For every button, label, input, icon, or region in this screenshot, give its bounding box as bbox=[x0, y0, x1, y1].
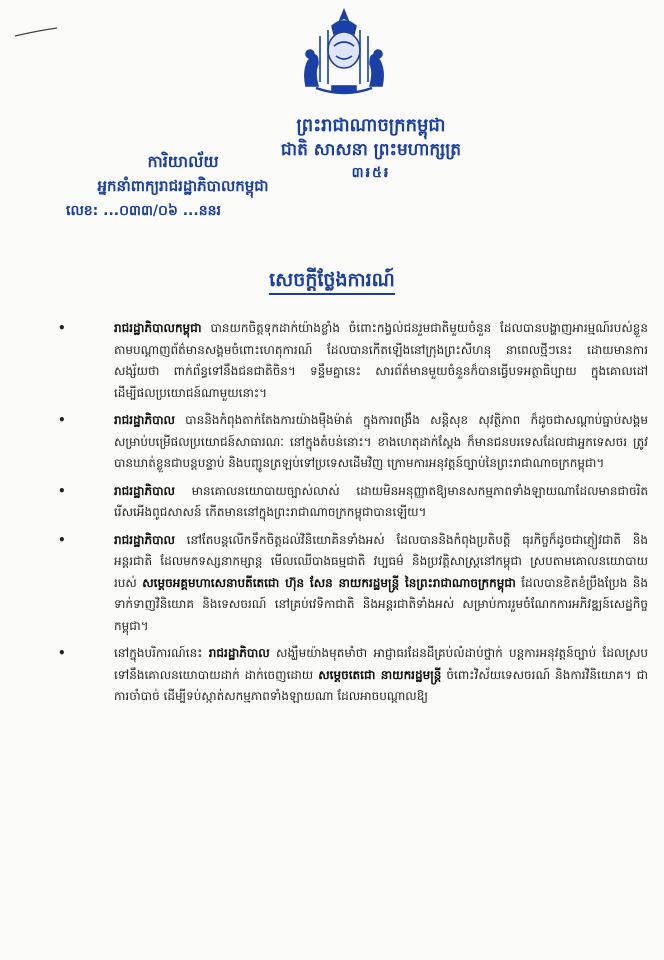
paragraph-text-continued: ចំពោះវិស័យទេសចរណ៍ និងការវិនិយោគ។ ជាការចាំបាច់ ដើម្បីទប់ស្កាត់សកម្មភាពទាំងឡាយណា ដែលអាចបណ្ដាលឱ្យ bbox=[114, 667, 648, 703]
paragraph-lead: រាជរដ្ឋាភិបាល bbox=[114, 483, 175, 498]
reference-number: លេខ: ...០៣៣/០៦ ...ននរ bbox=[66, 203, 221, 219]
paragraph-text-continued: ដែលបានខិតខំប្រឹងប្រែង និងទាក់ទាញវិនិយោគ និងទេសចរណ៍ នៅគ្រប់វេទិកាជាតិ និងអន្តរជាតិទាំងអស់ សម្រាប់ការរួមចំណែកការអភិវឌ្ឍន៍សេដ្ឋកិច្ចកម្ពុជា។ bbox=[114, 575, 649, 633]
paragraph bbox=[58, 318, 648, 404]
bullet: • bbox=[58, 413, 66, 427]
bullet: • bbox=[58, 646, 66, 660]
paragraph-lead: រាជរដ្ឋាភិបាលកម្ពុជា bbox=[114, 321, 202, 335]
paragraph-emphasis: សម្ដេចអគ្គមហាសេនាបតីតេជោ ហ៊ុន សែន នាយករដ្ឋមន្ត្រី នៃព្រះរាជាណាចក្រកម្ពុជា bbox=[142, 575, 516, 590]
bullet: • bbox=[58, 483, 66, 498]
paragraph-intro: នៅក្នុងបរិការណ៍នេះ bbox=[114, 646, 209, 660]
office-name: ការិយាល័យ bbox=[147, 152, 219, 171]
paragraph bbox=[58, 481, 648, 524]
pen-mark bbox=[14, 26, 58, 38]
document-body bbox=[58, 318, 648, 714]
paragraph-text: នៅតែបន្តលើកទឹកចិត្តដល់វិនិយោគិនទាំងអស់ ដែលបាននិងកំពុងប្រតិបត្តិ ធុរកិច្ចក៏ដូចជាភ្ញៀវជាតិ និងអន្តរជាតិ ដែលមកទស្សនាកម្សាន្ត មើលឈើបាងធម្មជាតិ វប្បធម៌ និងប្រវត្តិសាស្ត្រនៅកម្ពុជា ស្របតាមគោលនយោបាយរបស់ bbox=[114, 532, 648, 590]
document-title bbox=[0, 268, 664, 296]
kingdom-ornament: ៣៛៥៛ bbox=[351, 165, 391, 181]
paragraph-text: មានគោលនយោបាយច្បាស់លាស់ ដោយមិនអនុញ្ញាតឱ្យមានសកម្មភាពទាំងឡាយណាដែលមានជាចរិតរើសអើងពូជសាសន៍ កើតមាននៅក្នុងព្រះរាជាណាចក្រកម្ពុជាបានឡើយ។ bbox=[114, 483, 648, 519]
paragraph bbox=[58, 530, 648, 638]
paragraph-text: បាននិងកំពុងតាក់តែងការយ៉ាងម៉ឺងម៉ាត់ ក្នុងការពង្រឹង សន្តិសុខ សុវត្ថិភាព ក៏ដូចជាសណ្ដាប់ធ្នាប់សង្គម សម្រាប់បម្រើផលប្រយោជន៍សាធារណៈ នៅក្នុងតំបន់នោះ។ ខាងហេតុដាក់ស្ដែង ក៏មានជនបរទេសដែលជាអ្នកទេសចរ ត្រូវបានឃាត់ខ្លួនជាបន្តបន្ទាប់ និងបញ្ជូនត្រឡប់ទៅប្រទេសដើមវិញ ក្រោមការអនុវត្តន៍ច្បាប់នៃព្រះរាជាណាចក្រកម្ពុជា។ bbox=[114, 413, 648, 470]
paragraph-lead: រាជរដ្ឋាភិបាល bbox=[114, 532, 175, 547]
paragraph-text: បានយកចិត្តទុកដាក់យ៉ាងខ្លាំង ចំពោះកង្វល់ជនរួមជាតិមួយចំនួន ដែលបានបង្ហាញអារម្មណ៍របស់ខ្លួនតាមបណ្ដាញព័ត៌មានសង្គមចំពោះហេតុការណ៍ ដែលបានកើតឡើងនៅក្រុងព្រះសីហនុ នាពេលថ្មីៗនេះ ដោយមានការសង្ស័យថា ពាក់ព័ន្ធទៅនឹងជនជាតិចិន។ ទន្ទឹមគ្នានេះ សារព័ត៌មានមួយចំនួនក៏បានធ្វើបទអត្ថាធិប្បាយ ក្នុងគោលដៅដើម្បីផលប្រយោជន៍ណាមួយនោះ។ bbox=[114, 321, 648, 400]
kingdom-motto: ជាតិ សាសនា ព្រះមហាក្សត្រ bbox=[280, 140, 462, 160]
paragraph bbox=[58, 643, 648, 708]
royal-emblem-icon bbox=[288, 6, 400, 102]
office-heading bbox=[58, 150, 308, 224]
paragraph bbox=[58, 410, 648, 475]
office-subtitle: អ្នកនាំពាក្យរាជរដ្ឋាភិបាលកម្ពុជា bbox=[97, 177, 269, 195]
document-title-text: សេចក្ដីថ្លែងការណ៍ bbox=[269, 269, 395, 295]
kingdom-name: ព្រះរាជាណាចក្រកម្ពុជា bbox=[296, 115, 446, 136]
paragraph-emphasis: សម្ដេចតេជោ នាយករដ្ឋមន្ត្រី bbox=[318, 667, 442, 682]
paragraph-lead: រាជរដ្ឋាភិបាល bbox=[208, 646, 270, 660]
bullet: • bbox=[58, 532, 66, 547]
paragraph-text: សង្ឃឹមយ៉ាងមុតមាំថា អាជ្ញាធរដែនដីគ្រប់លំដាប់ថ្នាក់ បន្តការអនុវត្តន៍ច្បាប់ ដែលស្របទៅនឹងគោលនយោបាយដាក់ ដាក់ចេញដោយ bbox=[114, 646, 648, 682]
paragraph-lead: រាជរដ្ឋាភិបាល bbox=[114, 413, 175, 427]
bullet: • bbox=[58, 321, 66, 335]
